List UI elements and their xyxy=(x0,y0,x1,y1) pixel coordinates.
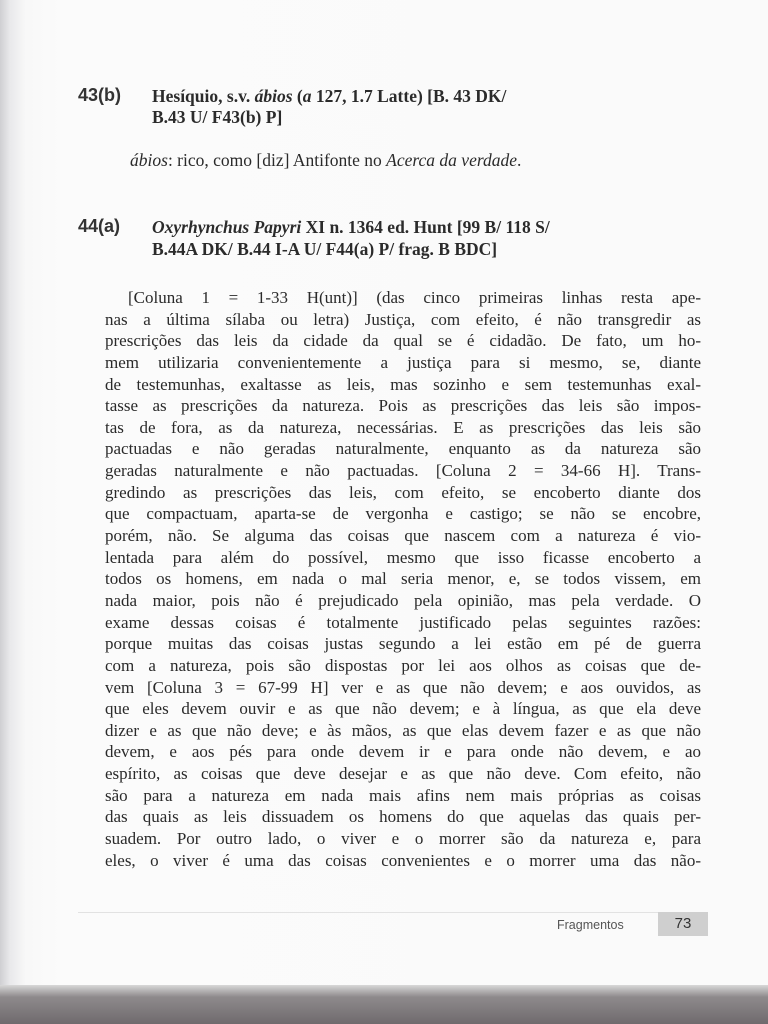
entry-number-43b: 43(b) xyxy=(78,85,122,105)
entry-number-44a: 44(a) xyxy=(78,216,121,236)
body-line: são para a natureza em nada mais afins nem mais próprias as coisas xyxy=(105,785,701,805)
entry-44a-heading-line1: Oxyrhynchus Papyri XI n. 1364 ed. Hunt [99 B/ 118 S/ xyxy=(152,217,550,237)
body-line: prescrições das leis da cidade da qual se é cidadão. De fato, um ho- xyxy=(105,331,701,351)
entry-43b-heading-line1: Hesíquio, s.v. ábios (a 127, 1.7 Latte) [B. 43 DK/ xyxy=(152,86,507,106)
body-line: nas a última sílaba ou letra) Justiça, com efeito, é não transgredir as xyxy=(105,309,701,329)
body-line: porque muitas das coisas justas segundo a lei estão em pé de guerra xyxy=(105,634,701,654)
body-line: tas de fora, as da natureza, necessárias. E as prescrições das leis são xyxy=(105,417,701,437)
body-text xyxy=(105,287,701,871)
scan-bottom-edge xyxy=(0,985,768,1024)
page-number: 73 xyxy=(658,912,708,936)
body-line: devem, e aos pés para onde devem ir e para onde não devem, e ao xyxy=(105,742,701,762)
body-line: com a natureza, pois são dispostas por lei aos olhos as coisas que de- xyxy=(105,655,701,675)
body-line: nada maior, pois não é prejudicado pela opinião, mas pela verdade. O xyxy=(105,590,701,610)
body-line: que compactuam, aparta-se de vergonha e castigo; se não se encobre, xyxy=(105,504,701,524)
entry-43b-heading-line2: B.43 U/ F43(b) P] xyxy=(152,107,283,127)
body-line: suadem. Por outro lado, o viver e o morrer são da natureza e, para xyxy=(105,829,701,849)
body-line: [Coluna 1 = 1-33 H(unt)] (das cinco primeiras linhas resta ape- xyxy=(128,288,701,307)
body-line: das quais as leis dissuadem os homens do que aquelas das quais per- xyxy=(105,807,701,827)
body-line: eles, o viver é uma das coisas convenientes e o morrer uma das não- xyxy=(105,850,701,870)
body-line: dizer e as que não deve; e às mãos, as que elas devem fazer e as que não xyxy=(105,720,701,740)
body-line: tasse as prescrições da natureza. Pois as prescrições das leis são impos- xyxy=(105,396,701,416)
body-line: geradas naturalmente e não pactuadas. [Coluna 2 = 34-66 H]. Trans- xyxy=(105,461,701,481)
entry-43b-quote: ábios: rico, como [diz] Antifonte no Acerca da verdade. xyxy=(130,150,522,170)
body-line: de testemunhas, exaltasse as leis, mas sozinho e sem testemunhas exal- xyxy=(105,374,701,394)
body-line: vem [Coluna 3 = 67-99 H] ver e as que não devem; e aos ouvidos, as xyxy=(105,677,701,697)
body-line: porém, não. Se alguma das coisas que nascem com a natureza é vio- xyxy=(105,526,701,546)
footer-section-label: Fragmentos xyxy=(557,918,624,932)
body-line: que eles devem ouvir e as que não devem; e à língua, as que ela deve xyxy=(105,699,701,719)
body-line: todos os homens, em nada o mal seria menor, e, se todos vissem, em xyxy=(105,569,701,589)
body-line: exame dessas coisas é totalmente justificado pelas seguintes razões: xyxy=(105,612,701,632)
body-line: gredindo as prescrições das leis, com efeito, se encoberto diante dos xyxy=(105,482,701,502)
entry-44a-heading-line2: B.44A DK/ B.44 I-A U/ F44(a) P/ frag. B BDC] xyxy=(152,239,498,259)
body-line: mem utilizaria convenientemente a justiça para si mesmo, se, diante xyxy=(105,352,701,372)
body-line: pactuadas e não geradas naturalmente, enquanto as da natureza são xyxy=(105,439,701,459)
body-line: lentada para além do possível, mesmo que isso ficasse encoberto a xyxy=(105,547,701,567)
body-line: espírito, as coisas que deve desejar e as que não deve. Com efeito, não xyxy=(105,764,701,784)
footer-divider xyxy=(78,912,658,913)
